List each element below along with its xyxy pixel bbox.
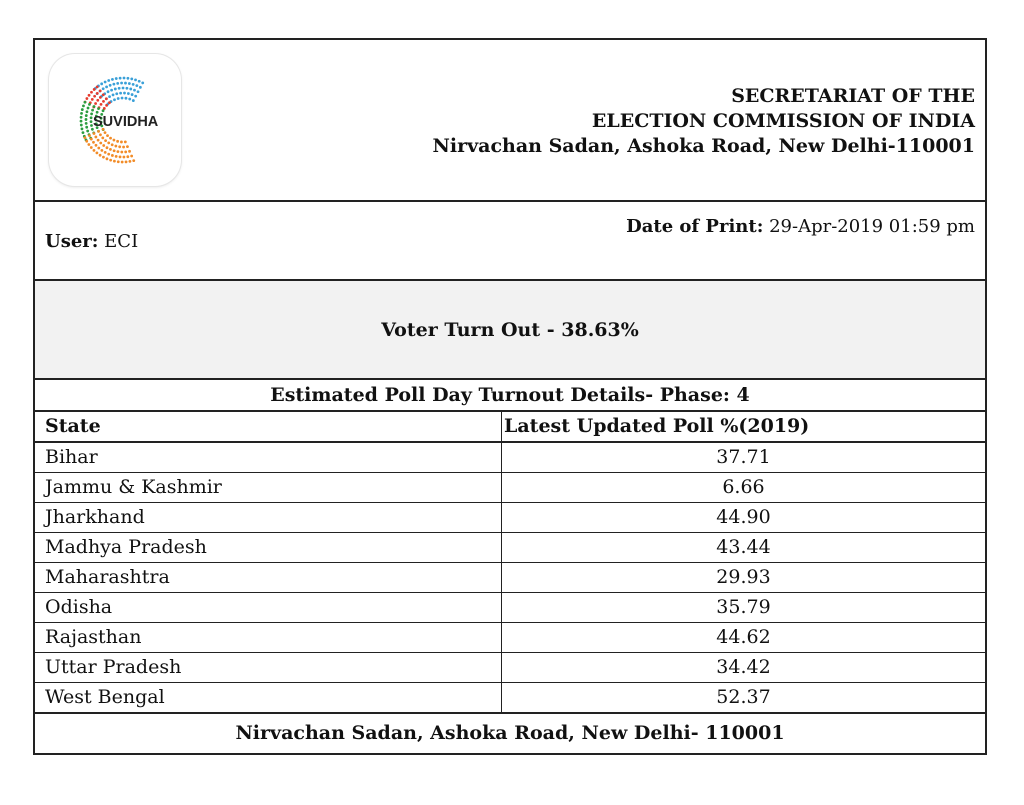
logo-dot <box>125 97 128 100</box>
logo-dot <box>97 107 100 110</box>
table-row <box>35 503 985 533</box>
logo-dot <box>111 143 114 146</box>
logo-dot <box>91 109 94 112</box>
logo-dot <box>122 146 125 149</box>
table-row <box>35 683 985 713</box>
logo-dot <box>102 93 105 96</box>
voter-turnout-banner <box>35 281 985 380</box>
logo-dot <box>102 156 105 159</box>
org-line-2: ELECTION COMMISSION OF INDIA <box>591 110 975 132</box>
logo-dot <box>106 157 109 160</box>
logo-dot <box>110 89 113 92</box>
logo-dot <box>92 141 95 144</box>
logo-dot <box>135 84 138 87</box>
table-row <box>35 623 985 653</box>
logo-dot <box>111 78 114 81</box>
logo-dot <box>102 100 105 103</box>
logo-dot <box>132 83 135 86</box>
date-value: 29-Apr-2019 01:59 pm <box>769 216 975 237</box>
logo-dot <box>93 88 96 91</box>
logo-dot <box>120 82 123 85</box>
section-title: Estimated Poll Day Turnout Details- Phase: 4 <box>35 380 985 412</box>
poll-cell: 35.79 <box>502 593 986 623</box>
logo-dot <box>87 143 90 146</box>
logo-dot <box>99 96 102 99</box>
logo-dot <box>126 87 129 90</box>
logo-dot <box>90 91 93 94</box>
logo-dot <box>96 152 99 155</box>
logo-dot <box>138 80 141 83</box>
logo-dot <box>120 141 123 144</box>
logo-dot <box>115 155 118 158</box>
logo-dot <box>113 98 116 101</box>
state-cell: Madhya Pradesh <box>35 533 502 563</box>
logo-dot <box>90 138 93 141</box>
logo-dot <box>105 104 108 107</box>
logo-dot <box>80 124 83 127</box>
voter-turnout-text: Voter Turn Out - 38.63% <box>381 318 639 341</box>
logo-dot <box>133 89 136 92</box>
logo-dot <box>126 155 129 158</box>
logo-dot <box>132 99 135 102</box>
logo-dot <box>107 153 110 156</box>
poll-cell: 34.42 <box>502 653 986 683</box>
logo-dot <box>100 149 103 152</box>
org-address: Nirvachan Sadan, Ashoka Road, New Delhi-110001 <box>432 135 975 157</box>
logo-dot <box>118 145 121 148</box>
poll-cell: 37.71 <box>502 442 986 473</box>
state-cell: Rajasthan <box>35 623 502 653</box>
logo-dot <box>130 155 133 158</box>
logo-dot <box>117 97 120 100</box>
logo-dot <box>112 94 115 97</box>
table-row <box>35 563 985 593</box>
logo-dot <box>117 160 120 163</box>
logo-dot <box>99 133 102 136</box>
state-cell: Bihar <box>35 442 502 473</box>
logo-dot <box>127 92 130 95</box>
state-cell: Jharkhand <box>35 503 502 533</box>
logo-dot <box>93 95 96 98</box>
logo-dot <box>81 108 84 111</box>
logo-dot <box>109 159 112 162</box>
logo-dot <box>104 139 107 142</box>
poll-cell: 44.90 <box>502 503 986 533</box>
logo-dot <box>86 130 89 133</box>
logo-dot <box>88 94 91 97</box>
column-header-state: State <box>35 412 502 442</box>
logo-dot <box>95 144 98 147</box>
logo-dot <box>129 160 132 163</box>
logo-dot <box>97 130 100 133</box>
logo-dot <box>97 139 100 142</box>
logo-dot <box>100 103 103 106</box>
state-cell: Jammu & Kashmir <box>35 473 502 503</box>
logo-dot <box>86 110 89 113</box>
logo-dot <box>111 154 114 157</box>
user-value: ECI <box>104 231 139 252</box>
logo-dot <box>137 90 140 93</box>
logo-dot <box>82 131 85 134</box>
logo-dot <box>104 151 107 154</box>
logo-dot <box>102 144 105 147</box>
state-cell: West Bengal <box>35 683 502 713</box>
logo-dot <box>96 92 99 95</box>
suvidha-logo <box>49 54 181 186</box>
table-row <box>35 442 985 473</box>
logo-dot <box>127 77 130 80</box>
logo-dot <box>84 101 87 104</box>
logo-dot <box>102 87 105 90</box>
logo-dot <box>85 118 88 121</box>
logo-dot <box>119 155 122 158</box>
logo-dot <box>141 82 144 85</box>
state-cell: Uttar Pradesh <box>35 653 502 683</box>
footer-address: Nirvachan Sadan, Ashoka Road, New Delhi- 110001 <box>35 713 985 755</box>
logo-dot <box>120 151 123 154</box>
logo-dot <box>90 146 93 149</box>
logo-dot <box>121 97 124 100</box>
logo-dot <box>93 149 96 152</box>
turnout-table <box>35 412 985 713</box>
logo-dot <box>108 95 111 98</box>
logo-dot <box>99 154 102 157</box>
logo-dot <box>123 156 126 159</box>
logo-dot <box>107 79 110 82</box>
logo-dot <box>123 77 126 80</box>
logo-dot <box>104 81 107 84</box>
logo-dot <box>85 140 88 143</box>
logo-dot <box>122 87 125 90</box>
logo-dot <box>139 86 142 89</box>
logo-dot <box>128 82 131 85</box>
logo-dot <box>84 136 87 139</box>
poll-cell: 52.37 <box>502 683 986 713</box>
logo-dot <box>128 98 131 101</box>
logo-dot <box>109 84 112 87</box>
report-header <box>35 40 985 202</box>
logo-dot <box>123 92 126 95</box>
logo-dot <box>113 139 116 142</box>
logo-dot <box>125 160 128 163</box>
logo-dot <box>97 147 100 150</box>
poll-cell: 43.44 <box>502 533 986 563</box>
logo-dot <box>129 88 132 91</box>
logo-dot <box>113 149 116 152</box>
logo-dot <box>94 136 97 139</box>
logo-dot <box>115 92 118 95</box>
logo-dot <box>118 87 121 90</box>
logo-dot <box>115 77 118 80</box>
logo-text: SUVIDHA <box>93 114 159 130</box>
state-cell: Maharashtra <box>35 563 502 593</box>
logo-dot <box>130 78 133 81</box>
logo-dot <box>82 104 85 107</box>
logo-dot <box>85 114 88 117</box>
logo-dot <box>93 132 96 135</box>
logo-dot <box>96 99 99 102</box>
logo-dot <box>105 97 108 100</box>
logo-dot <box>121 161 124 164</box>
meta-row <box>35 202 985 281</box>
logo-dot <box>106 146 109 149</box>
logo-dot <box>102 109 105 112</box>
logo-dot <box>85 97 88 100</box>
logo-dot <box>80 116 83 119</box>
logo-dot <box>131 93 134 96</box>
logo-dot <box>132 159 135 162</box>
logo-dot <box>119 92 122 95</box>
logo-dot <box>106 134 109 137</box>
logo-dot <box>134 79 137 82</box>
logo-dot <box>112 83 115 86</box>
suvidha-logo-mark <box>49 54 181 186</box>
print-date <box>626 216 975 237</box>
logo-dot <box>124 140 127 143</box>
logo-dot <box>109 137 112 140</box>
table-row <box>35 593 985 623</box>
logo-dot <box>80 120 83 123</box>
poll-cell: 44.62 <box>502 623 986 653</box>
logo-dot <box>107 90 110 93</box>
logo-dot <box>114 88 117 91</box>
logo-dot <box>99 142 102 145</box>
logo-dot <box>93 105 96 108</box>
logo-dot <box>109 148 112 151</box>
logo-dot <box>101 137 104 140</box>
logo-dot <box>107 142 110 145</box>
logo-dot <box>128 150 131 153</box>
organization-block <box>433 84 976 159</box>
logo-dot <box>105 85 108 88</box>
table-row <box>35 653 985 683</box>
report-sheet <box>33 38 987 755</box>
logo-dot <box>134 95 137 98</box>
logo-dot <box>113 160 116 163</box>
logo-dot <box>116 82 119 85</box>
logo-dot <box>80 112 83 115</box>
logo-dot <box>117 150 120 153</box>
logo-dot <box>99 89 102 92</box>
user-info <box>45 231 138 252</box>
logo-dot <box>88 103 91 106</box>
logo-dot <box>119 77 122 80</box>
state-cell: Odisha <box>35 593 502 623</box>
column-header-poll: Latest Updated Poll %(2019) <box>502 412 986 442</box>
poll-cell: 29.93 <box>502 563 986 593</box>
logo-dot <box>126 145 129 148</box>
logo-dot <box>100 82 103 85</box>
logo-dot <box>94 102 97 105</box>
logo-dot <box>124 82 127 85</box>
logo-dot <box>91 98 94 101</box>
logo-dot <box>108 101 111 104</box>
user-label: User: <box>45 231 99 252</box>
table-header-row <box>35 412 985 442</box>
logo-dot <box>116 140 119 143</box>
logo-dot <box>85 126 88 129</box>
logo-dot <box>96 86 99 89</box>
logo-dot <box>88 134 91 137</box>
date-label: Date of Print: <box>626 216 764 237</box>
logo-dot <box>87 107 90 110</box>
table-row <box>35 533 985 563</box>
logo-dot <box>81 128 84 131</box>
logo-dot <box>104 131 107 134</box>
logo-dot <box>114 145 117 148</box>
logo-dot <box>85 122 88 125</box>
table-row <box>35 473 985 503</box>
org-line-1: SECRETARIAT OF THE <box>731 85 975 107</box>
poll-cell: 6.66 <box>502 473 986 503</box>
logo-dot <box>124 150 127 153</box>
